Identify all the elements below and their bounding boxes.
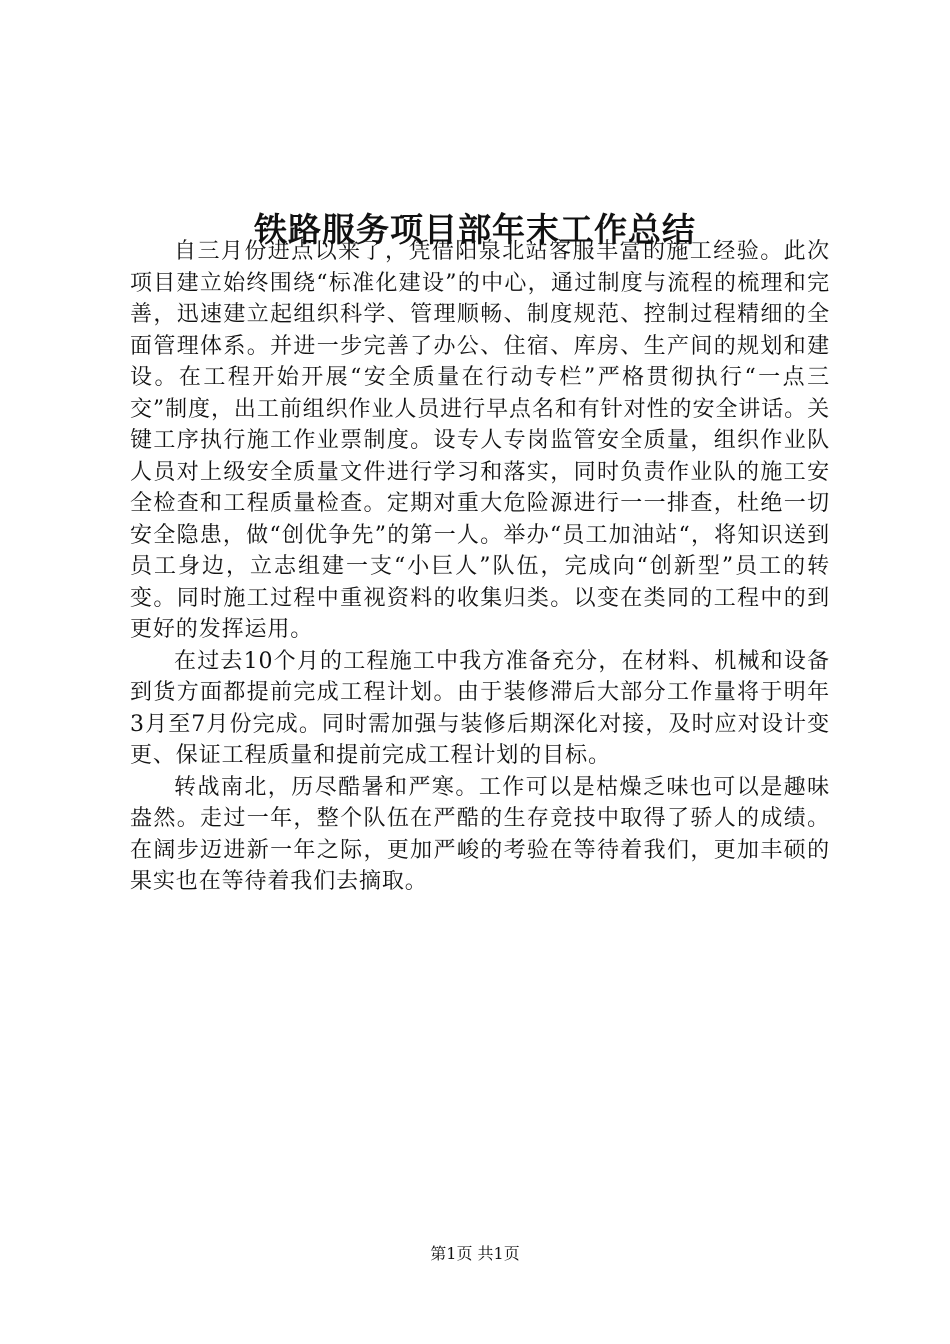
paragraph-1: 自三月份进点以来了，凭借阳泉北站客服丰富的施工经验。此次项目建立始终围绕“标准化建设”的中心，通过制度与流程的梳理和完善，迅速建立起组织科学、管理顺畅、制度规范、控制过程精细的全面管理体系。并进一步完善了办公、住宿、库房、生产间的规划和建设。在工程开始开展“安全质量在行动专栏”严格贯彻执行“一点三交”制度，出工前组织作业人员进行早点名和有针对性的安全讲话。关键工序执行施工作业票制度。设专人专岗监管安全质量，组织作业队人员对上级安全质量文件进行学习和落实，同时负责作业队的施工安全检查和工程质量检查。定期对重大危险源进行一一排查，杜绝一切安全隐患，做“创优争先”的第一人。举办“员工加油站“，将知识送到员工身边，立志组建一支“小巨人”队伍，完成向“创新型”员工的转变。同时施工过程中重视资料的收集归类。以变在类同的工程中的到更好的发挥运用。 [130,239,830,642]
paragraph-2: 在过去10个月的工程施工中我方准备充分，在材料、机械和设备到货方面都提前完成工程计划。由于装修滞后大部分工作量将于明年3月至7月份完成。同时需加强与装修后期深化对接，及时应对设计变更、保证工程质量和提前完成工程计划的目标。 [130,648,830,768]
paragraph-3: 转战南北，历尽酷暑和严寒。工作可以是枯燥乏味也可以是趣味盎然。走过一年，整个队伍在严酷的生存竞技中取得了骄人的成绩。在阔步迈进新一年之际，更加严峻的考验在等待着我们，更加丰硕的果实也在等待着我们去摘取。 [130,774,830,894]
page-footer: 第1页 共1页 [430,1244,520,1263]
document-title: 铁路服务项目部年末工作总结 [254,210,696,250]
document-body [130,236,830,898]
